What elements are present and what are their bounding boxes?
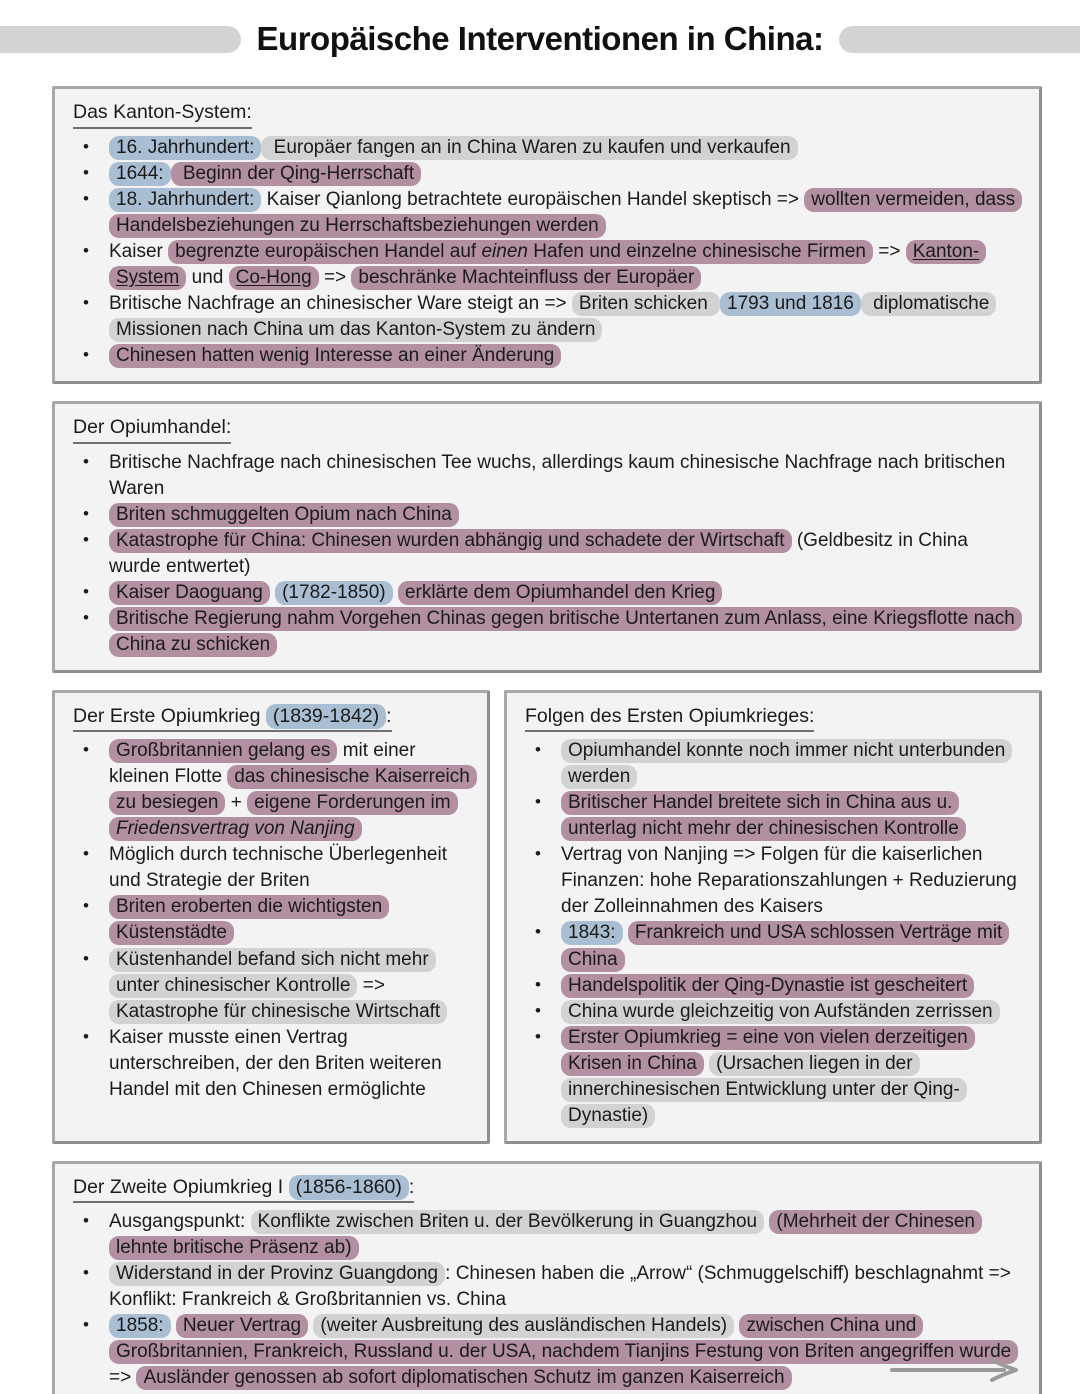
bullet-item <box>523 973 1023 999</box>
text-run <box>109 1211 251 1232</box>
text-segment: einen <box>481 240 528 262</box>
text-segment: Ausgangspunkt: <box>109 1211 251 1233</box>
text-run <box>109 1027 442 1100</box>
text-run <box>186 267 228 288</box>
highlight-purple <box>109 581 270 605</box>
section-kanton-system <box>52 86 1042 384</box>
text-segment: (Geldbesitz in China wurde entwertet) <box>109 529 968 577</box>
text-segment: Britische Nachfrage nach chinesischen Tee wuchs, allerdings kaum chinesische Nachfrage nach britischen Waren <box>109 451 1006 499</box>
highlight-blue <box>109 162 171 186</box>
text-segment: zwischen China und Großbritannien, Frankreich, Russland u. der USA, nachdem Tianjins Festung von Briten angegriffen wurde <box>116 1315 1012 1363</box>
page-title: Europäische Interventionen in China: <box>256 20 824 57</box>
section-folgen-erster-opiumkrieg <box>504 690 1042 1144</box>
bullet-item <box>71 738 471 842</box>
text-segment: (1856-1860) <box>295 1175 402 1198</box>
text-segment: Widerstand in der Provinz Guangdong <box>116 1263 439 1285</box>
text-segment: Frankreich und USA schlossen Verträge mit China <box>568 922 1003 970</box>
text-segment: und <box>186 266 229 288</box>
text-segment: Europäer fangen an in China Waren zu kaufen und verkaufen <box>268 136 791 158</box>
bullet-item <box>71 1313 1023 1391</box>
bullet-item <box>71 1209 1023 1261</box>
highlight-gray <box>109 1262 445 1286</box>
bullet-item <box>523 1025 1023 1129</box>
text-run <box>109 452 1005 499</box>
text-segment: erklärte dem Opiumhandel den Krieg <box>404 581 716 603</box>
text-segment: Konflikte zwischen Briten u. der Bevölkerung in Guangzhou <box>257 1211 758 1233</box>
bullet-item <box>71 239 1023 291</box>
bullet-item <box>71 947 471 1025</box>
text-run <box>109 1367 136 1388</box>
text-segment: => <box>318 266 352 288</box>
highlight-blue <box>720 292 861 316</box>
highlight-gray <box>313 1314 734 1338</box>
highlight-blue <box>561 921 623 945</box>
bullet-item <box>523 842 1023 920</box>
text-segment: mit einer kleinen Flotte <box>109 740 416 788</box>
section-heading <box>73 1174 414 1204</box>
text-segment: Britischer Handel breitete sich in China aus u. unterlag nicht mehr der chinesischen Kontrolle <box>568 792 959 840</box>
bullet-item <box>71 606 1023 658</box>
text-run <box>109 241 168 262</box>
text-segment: 18. Jahrhundert: <box>116 188 255 210</box>
text-segment: Großbritannien gelang es <box>116 740 331 762</box>
bullet-item <box>71 161 1023 187</box>
text-segment: => <box>872 240 906 262</box>
text-segment: beschränke Machteinfluss der Europäer <box>358 266 695 288</box>
text-segment: 1843: <box>568 922 616 944</box>
text-segment: Hafen und einzelne chinesische Firmen <box>527 240 866 262</box>
text-segment: Briten schicken <box>578 292 714 314</box>
text-segment: (Mehrheit der Chinesen lehnte britische Präsenz ab) <box>116 1211 975 1259</box>
text-segment: China wurde gleichzeitig von Aufständen zerrissen <box>568 1000 993 1022</box>
text-segment: 16. Jahrhundert: <box>116 136 255 158</box>
highlight-purple <box>171 162 422 186</box>
bullet-item <box>71 1025 471 1103</box>
text-segment: (Ursachen liegen in der innerchinesischen Entwicklung unter der Qing-Dynastie) <box>568 1052 960 1126</box>
highlight-blue <box>109 136 261 160</box>
text-run <box>561 844 1017 917</box>
text-segment: Kaiser musste einen Vertrag unterschreiben, der den Briten weiteren Handel mit den Chinesen ermöglichte <box>109 1026 442 1100</box>
title-decoration-bar-right <box>839 26 1080 53</box>
two-column-row <box>52 690 1042 1144</box>
text-segment: Das Kanton-System: <box>73 101 252 123</box>
text-segment: Briten schmuggelten Opium nach China <box>116 503 452 525</box>
bullet-item <box>523 790 1023 842</box>
text-run <box>319 267 352 288</box>
highlight-gray <box>109 1000 447 1024</box>
highlight-purple <box>561 974 974 998</box>
highlight-purple <box>109 607 1022 657</box>
text-segment: Katastrophe für chinesische Wirtschaft <box>116 1000 441 1022</box>
text-segment: Britische Regierung nahm Vorgehen Chinas gegen britische Untertanen zum Anlass, eine Kriegsflotte nach China zu schicken <box>116 607 1015 655</box>
text-segment: + <box>225 792 248 814</box>
text-segment: Kaiser Qianlong betrachtete europäischen Handel skeptisch => <box>261 188 805 210</box>
bullet-item <box>71 135 1023 161</box>
highlight-purple <box>109 739 337 763</box>
highlight-purple <box>561 791 966 841</box>
bullet-item <box>71 187 1023 239</box>
bullet-item <box>71 1261 1023 1313</box>
text-segment: => <box>109 1367 137 1389</box>
bullet-list <box>71 450 1023 658</box>
section-opiumhandel <box>52 401 1042 673</box>
text-segment: Folgen des Ersten Opiumkrieges: <box>525 704 815 727</box>
text-segment: Friedensvertrag von Nanjing <box>116 818 355 840</box>
text-run <box>73 705 266 727</box>
text-run <box>409 1176 414 1198</box>
highlight-blue <box>275 581 393 605</box>
bullet-item <box>71 450 1023 502</box>
text-segment: 1858: <box>116 1315 164 1337</box>
title-decoration-bar-left <box>0 26 241 53</box>
highlight-purple <box>109 529 792 553</box>
text-segment: eigene Forderungen im <box>254 792 451 814</box>
text-segment: 1793 und 1816 <box>727 292 854 314</box>
text-run <box>73 416 231 438</box>
bullet-item <box>71 580 1023 606</box>
text-segment: wollten vermeiden, dass Handelsbeziehungen zu Herrschaftsbeziehungen werden <box>116 188 1016 236</box>
text-segment: das chinesische Kaiserreich zu besiegen <box>116 766 470 814</box>
section-heading <box>73 414 231 444</box>
text-segment: begrenzte europäischen Handel auf <box>175 240 482 262</box>
bullet-item <box>523 738 1023 790</box>
text-segment: Küstenhandel befand sich nicht mehr unter chinesischer Kontrolle <box>116 948 429 996</box>
text-run <box>525 705 814 727</box>
text-run <box>873 241 906 262</box>
text-segment: Neuer Vertrag <box>182 1315 302 1337</box>
highlight-gray <box>251 1210 765 1234</box>
highlight-purple <box>561 921 1009 971</box>
text-segment: (1782-1850) <box>282 581 386 603</box>
bullet-list <box>71 738 471 1102</box>
highlight-blue <box>109 1314 171 1338</box>
text-run <box>261 189 804 210</box>
bullet-item <box>523 999 1023 1025</box>
text-segment: Briten eroberten die wichtigsten Küstenstädte <box>116 896 383 944</box>
bullet-item <box>71 343 1023 369</box>
text-segment: Vertrag von Nanjing => Folgen für die kaiserlichen Finanzen: hohe Reparationszahlungen + Reduzierung der Zolleinnahmen des Kaisers <box>561 844 1017 918</box>
text-run <box>386 705 391 727</box>
highlight-purple <box>351 266 701 290</box>
text-run <box>73 1176 289 1198</box>
bullet-list <box>523 738 1023 1128</box>
text-run <box>73 101 252 123</box>
text-segment: Britische Nachfrage an chinesischer Ware steigt an => <box>109 292 572 314</box>
section-heading <box>73 703 392 733</box>
text-segment: Opiumhandel konnte noch immer nicht unterbunden werden <box>568 740 1006 788</box>
text-segment: Erster Opiumkrieg = eine von vielen derzeitigen Krisen in China <box>568 1026 968 1074</box>
text-segment: diplomatische Missionen nach China um das Kanton-System zu ändern <box>116 292 990 340</box>
highlight-blue <box>266 704 386 729</box>
highlight-purple <box>109 503 459 527</box>
text-segment: (1839-1842) <box>272 704 380 727</box>
text-segment: : Chinesen haben die „Arrow“ (Schmuggelschiff) beschlagnahmt => Konflikt: Frankreich & Großbritannien vs. China <box>109 1263 1011 1311</box>
bullet-item <box>71 894 471 946</box>
bullet-item <box>71 291 1023 343</box>
text-segment: 1644: <box>116 162 164 184</box>
highlight-gray <box>572 292 720 316</box>
highlight-purple <box>229 266 319 290</box>
highlight-blue <box>109 188 261 212</box>
text-segment: Kaiser <box>109 240 169 262</box>
section-heading <box>525 703 814 733</box>
text-segment: Kanton-System <box>116 240 980 288</box>
text-segment: Der Erste Opiumkrieg <box>73 704 266 727</box>
text-run <box>225 792 247 813</box>
bullet-item <box>71 502 1023 528</box>
highlight-purple <box>176 1314 308 1338</box>
text-segment: Der Opiumhandel: <box>73 415 232 438</box>
bullet-item <box>71 528 1023 580</box>
highlight-gray <box>561 1000 1000 1024</box>
text-segment: => <box>357 974 385 996</box>
text-segment: (weiter Ausbreitung des ausländischen Handels) <box>320 1315 728 1337</box>
text-segment: Handelspolitik der Qing-Dynastie ist gescheitert <box>568 974 968 996</box>
highlight-purple <box>168 240 873 264</box>
section-heading <box>73 99 252 129</box>
text-segment: Co-Hong <box>235 266 312 288</box>
highlight-purple <box>398 581 723 605</box>
text-segment: Ausländer genossen ab sofort diplomatischen Schutz im ganzen Kaiserreich <box>143 1367 785 1389</box>
text-segment: Beginn der Qing-Herrschaft <box>177 162 415 184</box>
next-page-arrow-icon <box>888 1356 1024 1382</box>
highlight-gray <box>561 739 1012 789</box>
text-segment: : <box>386 704 392 727</box>
highlight-purple <box>109 344 561 368</box>
highlight-blue <box>289 1175 409 1200</box>
text-segment: Möglich durch technische Überlegenheit und Strategie der Briten <box>109 844 447 892</box>
text-run <box>357 975 384 996</box>
notes-content <box>0 56 1080 1394</box>
highlight-purple <box>109 895 389 945</box>
text-segment: Chinesen hatten wenig Interesse an einer Änderung <box>116 344 555 366</box>
section-erster-opiumkrieg <box>52 690 490 1144</box>
bullet-list <box>71 135 1023 369</box>
text-run <box>109 293 572 314</box>
text-run <box>109 844 447 891</box>
text-segment: Der Zweite Opiumkrieg I <box>73 1175 289 1198</box>
bullet-list <box>71 1209 1023 1391</box>
highlight-purple <box>136 1366 791 1390</box>
text-segment: Katastrophe für China: Chinesen wurden abhängig und schadete der Wirtschaft <box>116 529 785 551</box>
bullet-item <box>71 842 471 894</box>
text-segment: Kaiser Daoguang <box>116 581 263 603</box>
bullet-item <box>523 920 1023 972</box>
title-row <box>0 22 1080 56</box>
highlight-gray <box>109 948 436 998</box>
highlight-gray <box>261 136 797 160</box>
text-segment: : <box>408 1175 415 1198</box>
